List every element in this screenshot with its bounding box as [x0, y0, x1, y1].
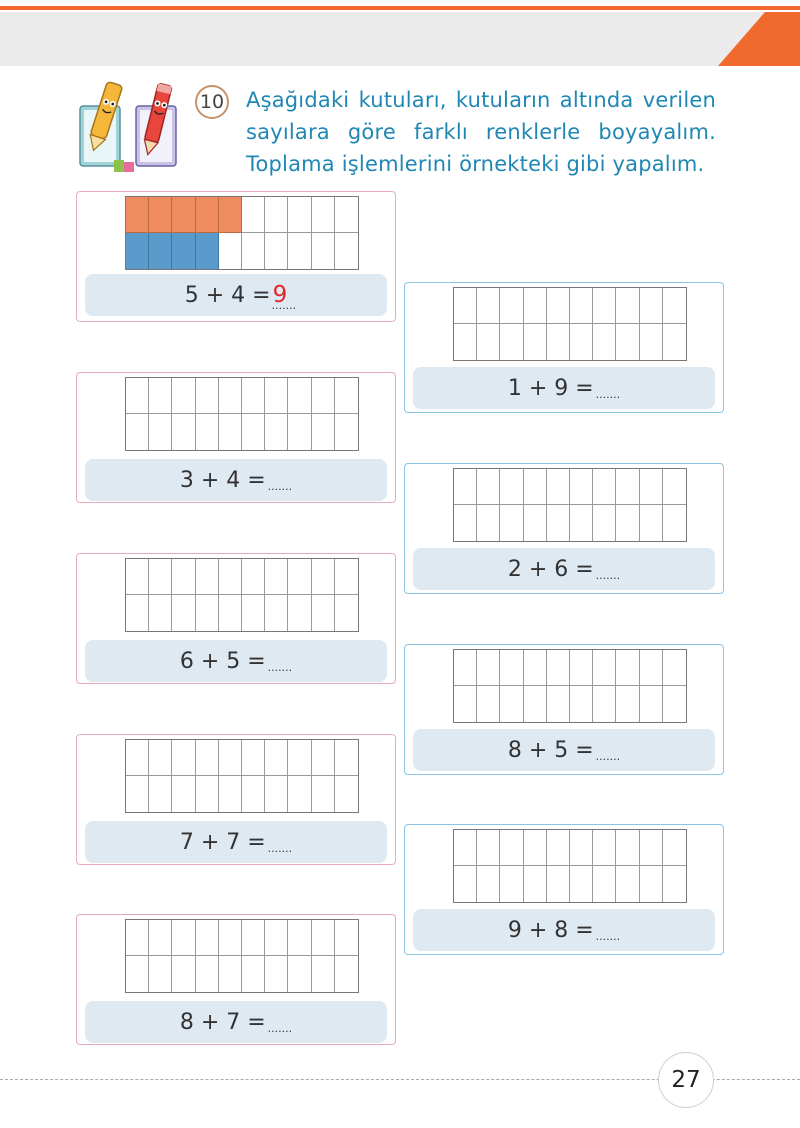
answer-blank[interactable]: ....... — [267, 660, 293, 674]
instruction-line: Aşağıdaki kutuları, kutuların altında verilen — [246, 88, 716, 112]
ten-frame-cell[interactable] — [265, 740, 288, 776]
problem-card — [76, 372, 396, 503]
ten-frame-grid[interactable] — [125, 377, 359, 451]
ten-frame-cell[interactable] — [265, 776, 288, 812]
ten-frame-cell[interactable] — [616, 505, 639, 541]
ten-frame-cell[interactable] — [242, 595, 265, 631]
ten-frame-cell[interactable] — [663, 830, 686, 866]
problem-card — [404, 644, 724, 775]
ten-frame-cell[interactable] — [547, 830, 570, 866]
ten-frame-cell[interactable] — [219, 414, 242, 450]
ten-frame-cell[interactable] — [547, 686, 570, 722]
ten-frame-cell[interactable] — [454, 469, 477, 505]
ten-frame-cell[interactable] — [477, 324, 500, 360]
ten-frame-cell[interactable] — [126, 920, 149, 956]
ten-frame-cell[interactable] — [219, 559, 242, 595]
ten-frame-cell — [219, 197, 242, 233]
ten-frame-cell[interactable] — [524, 866, 547, 902]
ten-frame-cell[interactable] — [663, 650, 686, 686]
ten-frame-cell[interactable] — [242, 740, 265, 776]
pencil-marker-mascot-icon — [76, 78, 188, 178]
exercise-number-badge: 10 — [195, 85, 229, 119]
equation-bar — [85, 274, 387, 316]
ten-frame-cell[interactable] — [149, 740, 172, 776]
instruction-text — [246, 84, 716, 180]
ten-frame-cell[interactable] — [335, 956, 358, 992]
ten-frame-cell[interactable] — [196, 378, 219, 414]
ten-frame-cell[interactable] — [219, 956, 242, 992]
ten-frame-cell[interactable] — [242, 414, 265, 450]
ten-frame-grid[interactable] — [453, 287, 687, 361]
ten-frame-cell[interactable] — [196, 559, 219, 595]
ten-frame-cell[interactable] — [312, 378, 335, 414]
ten-frame-cell[interactable] — [242, 378, 265, 414]
ten-frame-cell — [172, 233, 195, 269]
ten-frame-cell — [312, 233, 335, 269]
ten-frame-cell[interactable] — [126, 595, 149, 631]
equation-text: 2 + 6 = — [507, 556, 594, 582]
ten-frame-cell[interactable] — [126, 956, 149, 992]
ten-frame-cell[interactable] — [640, 324, 663, 360]
ten-frame-cell[interactable] — [640, 650, 663, 686]
ten-frame-cell[interactable] — [149, 956, 172, 992]
ten-frame-cell[interactable] — [454, 324, 477, 360]
ten-frame-cell[interactable] — [312, 920, 335, 956]
ten-frame-cell[interactable] — [454, 505, 477, 541]
ten-frame-cell[interactable] — [477, 469, 500, 505]
ten-frame-cell[interactable] — [172, 378, 195, 414]
ten-frame-cell[interactable] — [593, 866, 616, 902]
ten-frame-cell[interactable] — [172, 595, 195, 631]
ten-frame-cell[interactable] — [172, 956, 195, 992]
ten-frame-cell[interactable] — [242, 776, 265, 812]
ten-frame-cell[interactable] — [149, 559, 172, 595]
problem-card — [404, 824, 724, 955]
answer-blank[interactable]: ....... — [595, 929, 621, 943]
answer-blank[interactable]: ....... — [595, 568, 621, 582]
answer-blank[interactable]: ....... — [267, 1021, 293, 1035]
ten-frame-cell[interactable] — [288, 559, 311, 595]
ten-frame-cell[interactable] — [593, 288, 616, 324]
ten-frame-cell[interactable] — [126, 378, 149, 414]
ten-frame-cell[interactable] — [126, 776, 149, 812]
ten-frame-cell[interactable] — [524, 830, 547, 866]
answer-blank[interactable]: ....... — [595, 749, 621, 763]
ten-frame-cell[interactable] — [593, 324, 616, 360]
ten-frame-cell[interactable] — [196, 776, 219, 812]
ten-frame-cell[interactable] — [219, 378, 242, 414]
ten-frame-cell[interactable] — [335, 414, 358, 450]
ten-frame-cell[interactable] — [288, 595, 311, 631]
equation-bar — [85, 1001, 387, 1043]
ten-frame-cell[interactable] — [312, 740, 335, 776]
ten-frame-cell — [265, 197, 288, 233]
ten-frame-cell[interactable] — [547, 505, 570, 541]
ten-frame-cell[interactable] — [663, 866, 686, 902]
ten-frame-cell[interactable] — [335, 378, 358, 414]
ten-frame-cell[interactable] — [570, 866, 593, 902]
ten-frame-cell[interactable] — [335, 776, 358, 812]
ten-frame-cell[interactable] — [312, 776, 335, 812]
ten-frame-cell[interactable] — [477, 505, 500, 541]
ten-frame-cell[interactable] — [196, 920, 219, 956]
header-accent-line — [0, 6, 800, 10]
ten-frame-cell[interactable] — [570, 686, 593, 722]
ten-frame-cell[interactable] — [616, 686, 639, 722]
ten-frame-cell[interactable] — [616, 469, 639, 505]
ten-frame-cell[interactable] — [172, 776, 195, 812]
ten-frame-cell — [196, 233, 219, 269]
ten-frame-cell[interactable] — [196, 595, 219, 631]
ten-frame-cell[interactable] — [616, 324, 639, 360]
ten-frame-cell[interactable] — [288, 740, 311, 776]
ten-frame-cell — [172, 197, 195, 233]
ten-frame-grid[interactable] — [125, 739, 359, 813]
ten-frame-cell[interactable] — [593, 505, 616, 541]
ten-frame-cell[interactable] — [219, 920, 242, 956]
ten-frame-cell — [242, 197, 265, 233]
equation-bar — [413, 548, 715, 590]
ten-frame-cell[interactable] — [335, 740, 358, 776]
equation-text: 8 + 5 = — [507, 737, 594, 763]
ten-frame-cell — [126, 233, 149, 269]
equation-text: 9 + 8 = — [507, 917, 594, 943]
ten-frame-cell[interactable] — [149, 776, 172, 812]
equation-bar — [413, 909, 715, 951]
answer-blank[interactable]: ....... — [267, 841, 293, 855]
ten-frame-cell[interactable] — [593, 650, 616, 686]
ten-frame-grid[interactable] — [453, 468, 687, 542]
ten-frame-cell — [242, 233, 265, 269]
ten-frame-cell[interactable] — [524, 288, 547, 324]
ten-frame-cell[interactable] — [126, 414, 149, 450]
equation-text: 6 + 5 = — [179, 648, 266, 674]
ten-frame-cell[interactable] — [500, 505, 523, 541]
problem-card — [76, 553, 396, 684]
ten-frame-cell[interactable] — [616, 288, 639, 324]
ten-frame-cell — [335, 233, 358, 269]
ten-frame-cell[interactable] — [454, 686, 477, 722]
ten-frame-cell[interactable] — [500, 469, 523, 505]
ten-frame-cell[interactable] — [242, 559, 265, 595]
ten-frame-cell[interactable] — [616, 650, 639, 686]
ten-frame-cell[interactable] — [477, 650, 500, 686]
ten-frame-cell[interactable] — [570, 650, 593, 686]
answer-text: 9 ....... — [273, 282, 288, 308]
ten-frame-cell[interactable] — [570, 288, 593, 324]
equation-bar — [85, 821, 387, 863]
ten-frame-cell[interactable] — [242, 956, 265, 992]
ten-frame-grid[interactable] — [125, 558, 359, 632]
ten-frame-cell[interactable] — [663, 505, 686, 541]
header-banner — [0, 12, 800, 66]
answer-blank[interactable]: ....... — [267, 479, 293, 493]
ten-frame-cell[interactable] — [265, 378, 288, 414]
ten-frame-cell[interactable] — [500, 650, 523, 686]
ten-frame-cell[interactable] — [219, 595, 242, 631]
ten-frame-cell[interactable] — [172, 414, 195, 450]
equation-bar — [413, 729, 715, 771]
ten-frame-cell[interactable] — [477, 866, 500, 902]
ten-frame-cell[interactable] — [524, 686, 547, 722]
equation-text: 7 + 7 = — [179, 829, 266, 855]
ten-frame-cell[interactable] — [640, 288, 663, 324]
equation-text: 3 + 4 = — [179, 467, 266, 493]
ten-frame-cell[interactable] — [663, 324, 686, 360]
ten-frame-cell[interactable] — [312, 414, 335, 450]
ten-frame-cell[interactable] — [663, 686, 686, 722]
ten-frame-cell — [288, 197, 311, 233]
ten-frame-cell[interactable] — [288, 414, 311, 450]
ten-frame-cell[interactable] — [172, 920, 195, 956]
ten-frame-cell[interactable] — [312, 595, 335, 631]
ten-frame-cell[interactable] — [312, 956, 335, 992]
equation-bar — [85, 640, 387, 682]
problem-card — [76, 914, 396, 1045]
equation-text: 8 + 7 = — [179, 1009, 266, 1035]
ten-frame-cell[interactable] — [454, 866, 477, 902]
ten-frame-cell[interactable] — [640, 686, 663, 722]
ten-frame-cell[interactable] — [265, 414, 288, 450]
ten-frame-cell[interactable] — [219, 776, 242, 812]
ten-frame-cell[interactable] — [126, 740, 149, 776]
ten-frame-cell — [219, 233, 242, 269]
ten-frame-cell[interactable] — [477, 830, 500, 866]
ten-frame-cell — [335, 197, 358, 233]
ten-frame-cell[interactable] — [547, 469, 570, 505]
ten-frame-cell[interactable] — [288, 920, 311, 956]
ten-frame-cell[interactable] — [500, 830, 523, 866]
ten-frame-cell[interactable] — [335, 920, 358, 956]
ten-frame-grid[interactable] — [453, 649, 687, 723]
ten-frame-cell[interactable] — [196, 740, 219, 776]
ten-frame-cell[interactable] — [640, 866, 663, 902]
ten-frame-cell[interactable] — [312, 559, 335, 595]
ten-frame-cell[interactable] — [149, 920, 172, 956]
problem-card — [404, 282, 724, 413]
ten-frame-cell[interactable] — [547, 866, 570, 902]
ten-frame-cell[interactable] — [593, 686, 616, 722]
equation-text: 5 + 4 = — [184, 282, 271, 308]
ten-frame-cell[interactable] — [149, 414, 172, 450]
ten-frame-cell[interactable] — [454, 830, 477, 866]
instruction-line: sayılara göre farklı renklerle boyayalım. — [246, 120, 716, 144]
ten-frame-cell[interactable] — [477, 686, 500, 722]
ten-frame-cell[interactable] — [570, 324, 593, 360]
ten-frame-cell[interactable] — [547, 324, 570, 360]
ten-frame-grid[interactable] — [125, 919, 359, 993]
ten-frame-cell — [149, 197, 172, 233]
ten-frame-cell[interactable] — [547, 650, 570, 686]
ten-frame-grid[interactable] — [453, 829, 687, 903]
ten-frame-cell[interactable] — [149, 595, 172, 631]
ten-frame-cell[interactable] — [570, 830, 593, 866]
ten-frame-cell[interactable] — [640, 505, 663, 541]
ten-frame-cell — [288, 233, 311, 269]
ten-frame-cell[interactable] — [288, 776, 311, 812]
ten-frame-cell[interactable] — [265, 920, 288, 956]
equation-bar — [85, 459, 387, 501]
ten-frame-cell[interactable] — [616, 866, 639, 902]
ten-frame-cell[interactable] — [242, 920, 265, 956]
ten-frame-example — [125, 196, 359, 270]
ten-frame-cell[interactable] — [219, 740, 242, 776]
ten-frame-cell[interactable] — [500, 288, 523, 324]
ten-frame-cell[interactable] — [172, 559, 195, 595]
ten-frame-cell[interactable] — [149, 378, 172, 414]
ten-frame-cell[interactable] — [570, 469, 593, 505]
equation-bar — [413, 367, 715, 409]
ten-frame-cell[interactable] — [640, 469, 663, 505]
ten-frame-cell[interactable] — [524, 469, 547, 505]
ten-frame-cell[interactable] — [593, 830, 616, 866]
ten-frame-cell[interactable] — [570, 505, 593, 541]
ten-frame-cell[interactable] — [616, 830, 639, 866]
ten-frame-cell[interactable] — [288, 956, 311, 992]
example-card — [76, 191, 396, 322]
ten-frame-cell — [312, 197, 335, 233]
ten-frame-cell[interactable] — [500, 866, 523, 902]
ten-frame-cell[interactable] — [265, 559, 288, 595]
ten-frame-cell[interactable] — [524, 505, 547, 541]
answer-blank[interactable]: ....... — [595, 387, 621, 401]
problem-card — [404, 463, 724, 594]
ten-frame-cell[interactable] — [196, 414, 219, 450]
equation-text: 1 + 9 = — [507, 375, 594, 401]
ten-frame-cell — [196, 197, 219, 233]
ten-frame-cell[interactable] — [335, 559, 358, 595]
ten-frame-cell[interactable] — [663, 469, 686, 505]
ten-frame-cell[interactable] — [500, 324, 523, 360]
ten-frame-cell — [149, 233, 172, 269]
ten-frame-cell[interactable] — [640, 830, 663, 866]
ten-frame-cell — [265, 233, 288, 269]
ten-frame-cell[interactable] — [500, 686, 523, 722]
ten-frame-cell[interactable] — [288, 378, 311, 414]
ten-frame-cell[interactable] — [477, 288, 500, 324]
ten-frame-cell[interactable] — [126, 559, 149, 595]
ten-frame-cell[interactable] — [335, 595, 358, 631]
ten-frame-cell[interactable] — [196, 956, 219, 992]
ten-frame-cell[interactable] — [663, 288, 686, 324]
ten-frame-cell[interactable] — [454, 288, 477, 324]
problem-card — [76, 734, 396, 865]
ten-frame-cell[interactable] — [593, 469, 616, 505]
ten-frame-cell[interactable] — [265, 956, 288, 992]
ten-frame-cell[interactable] — [524, 324, 547, 360]
instruction-line: Toplama işlemlerini örnekteki gibi yapalım. — [246, 152, 705, 176]
ten-frame-cell[interactable] — [454, 650, 477, 686]
ten-frame-cell[interactable] — [524, 650, 547, 686]
page-number: 27 — [658, 1052, 714, 1108]
ten-frame-cell — [126, 197, 149, 233]
ten-frame-cell[interactable] — [547, 288, 570, 324]
ten-frame-cell[interactable] — [265, 595, 288, 631]
ten-frame-cell[interactable] — [172, 740, 195, 776]
